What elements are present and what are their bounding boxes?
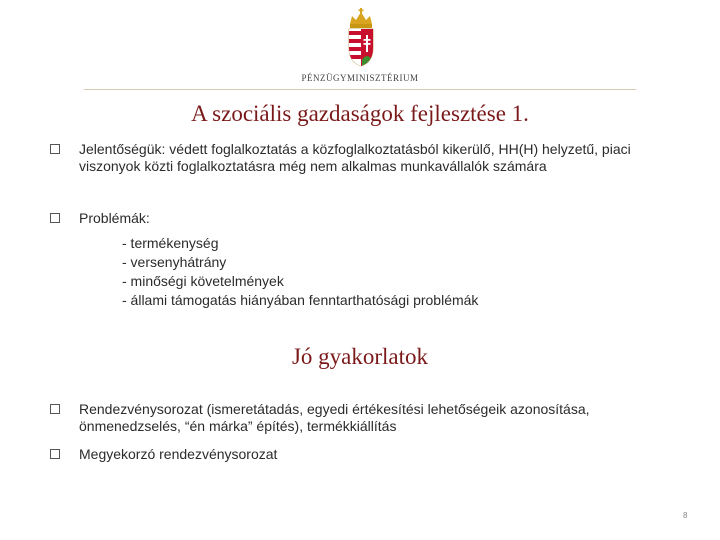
bullet-text: Problémák: [79,210,150,226]
bullet-text: Rendezvénysorozat (ismeretátadás, egyedi értékesítési lehetőségeik azonosítása, önmenedzselés, “én márka” építés), termékkiállítás [79,401,590,434]
slide-title: A szociális gazdaságok fejlesztése 1. [191,101,529,126]
problem-item: - állami támogatás hiányában fenntarthatósági problémák [122,292,479,308]
checkbox-bullet-icon [50,144,60,154]
checkbox-bullet-icon [50,449,60,459]
problem-item: - termékenység [122,235,219,251]
header-divider [84,89,636,90]
checkbox-bullet-icon [50,213,60,223]
problem-item: - minőségi követelmények [122,273,284,289]
checkbox-bullet-icon [50,404,60,414]
coat-of-arms-logo [341,8,381,68]
bullet-text: Megyekorzó rendezvénysorozat [79,446,278,462]
problem-item: - versenyhátrány [122,254,227,270]
ministry-name: PÉNZÜGYMINISZTÉRIUM [301,73,419,83]
page-number: 8 [683,511,688,520]
bullet-text: Jelentőségük: védett foglalkoztatás a közfoglalkoztatásból kikerülő, HH(H) helyzetű, piaci viszonyok közti foglalkoztatásra még nem alkalmas munkavállalók számára [79,141,631,174]
problems-list [122,234,478,310]
section-title: Jó gyakorlatok [291,344,429,369]
